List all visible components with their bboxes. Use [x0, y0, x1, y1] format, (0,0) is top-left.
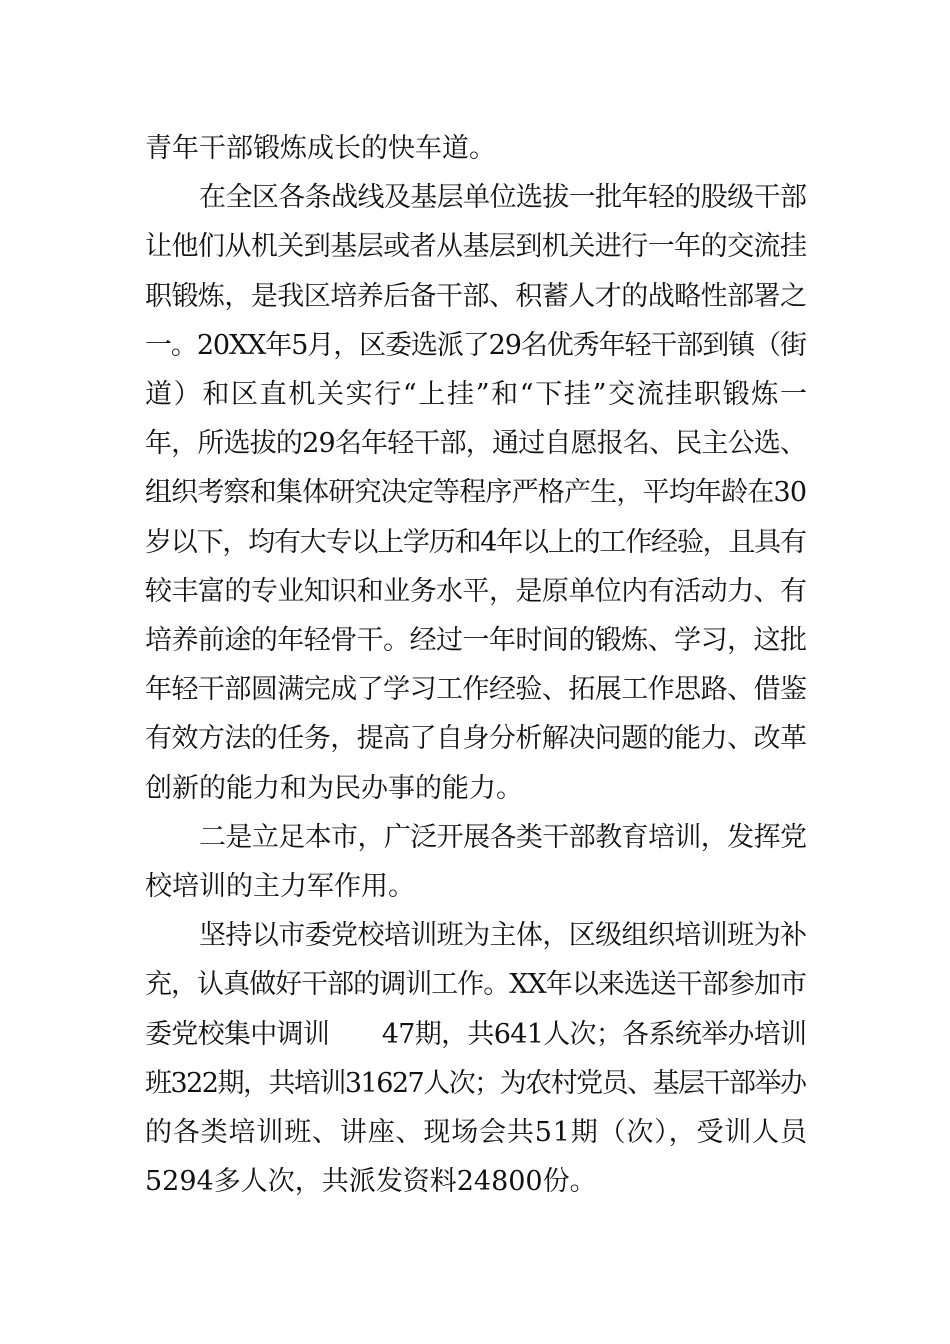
text-line: 校培训的主力军作用。 — [145, 871, 415, 903]
paragraph-1 — [145, 124, 807, 173]
text-line: 一。20XX年5月，区委选派了29名优秀年轻干部到镇（街 — [145, 329, 806, 361]
text-line: 坚持以市委党校培训班为主体，区级组织培训班为补 — [199, 920, 807, 952]
text-line: 让他们从机关到基层或者从基层到机关进行一年的交流挂 — [145, 231, 807, 263]
text-line: 年轻干部圆满完成了学习工作经验、拓展工作思路、借鉴 — [145, 674, 807, 706]
text-line: 创新的能力和为民办事的能力。 — [145, 772, 523, 804]
text-line: 委党校集中调训 47期，共641人次；各系统举办培训 — [145, 1018, 807, 1050]
text-line: 组织考察和集体研究决定等程序严格产生，平均年龄在30 — [145, 477, 807, 509]
paragraph-2 — [145, 173, 807, 813]
text-line: 二是立足本市，广泛开展各类干部教育培训，发挥党 — [199, 821, 807, 853]
text-line: 有效方法的任务，提高了自身分析解决问题的能力、改革 — [145, 723, 807, 755]
text-line: 培养前途的年轻骨干。经过一年时间的锻炼、学习，这批 — [145, 625, 807, 657]
text-line: 班322期，共培训31627人次；为农村党员、基层干部举办 — [145, 1067, 806, 1099]
text-line: 5294多人次，共派发资料24800份。 — [145, 1166, 597, 1198]
text-line: 道）和区直机关实行“上挂”和“下挂”交流挂职锻炼一 — [145, 379, 809, 411]
text-line: 充，认真做好干部的调训工作。XX年以来选送干部参加市 — [145, 969, 807, 1001]
text-line: 的各类培训班、讲座、现场会共51期（次），受训人员 — [145, 1117, 808, 1149]
paragraph-3 — [145, 813, 807, 911]
text-line: 较丰富的专业知识和业务水平，是原单位内有活动力、有 — [145, 575, 807, 607]
text-line: 岁以下，均有大专以上学历和4年以上的工作经验，且具有 — [145, 526, 806, 558]
text-line: 青年干部锻炼成长的快车道。 — [145, 133, 496, 164]
paragraph-4 — [145, 911, 807, 1206]
document-body — [145, 124, 807, 1206]
text-line: 年，所选拔的29名年轻干部，通过自愿报名、民主公选、 — [145, 428, 807, 460]
text-line: 职锻炼，是我区培养后备干部、积蓄人才的战略性部署之 — [145, 280, 807, 312]
text-line: 在全区各条战线及基层单位选拔一批年轻的股级干部 — [199, 182, 807, 214]
